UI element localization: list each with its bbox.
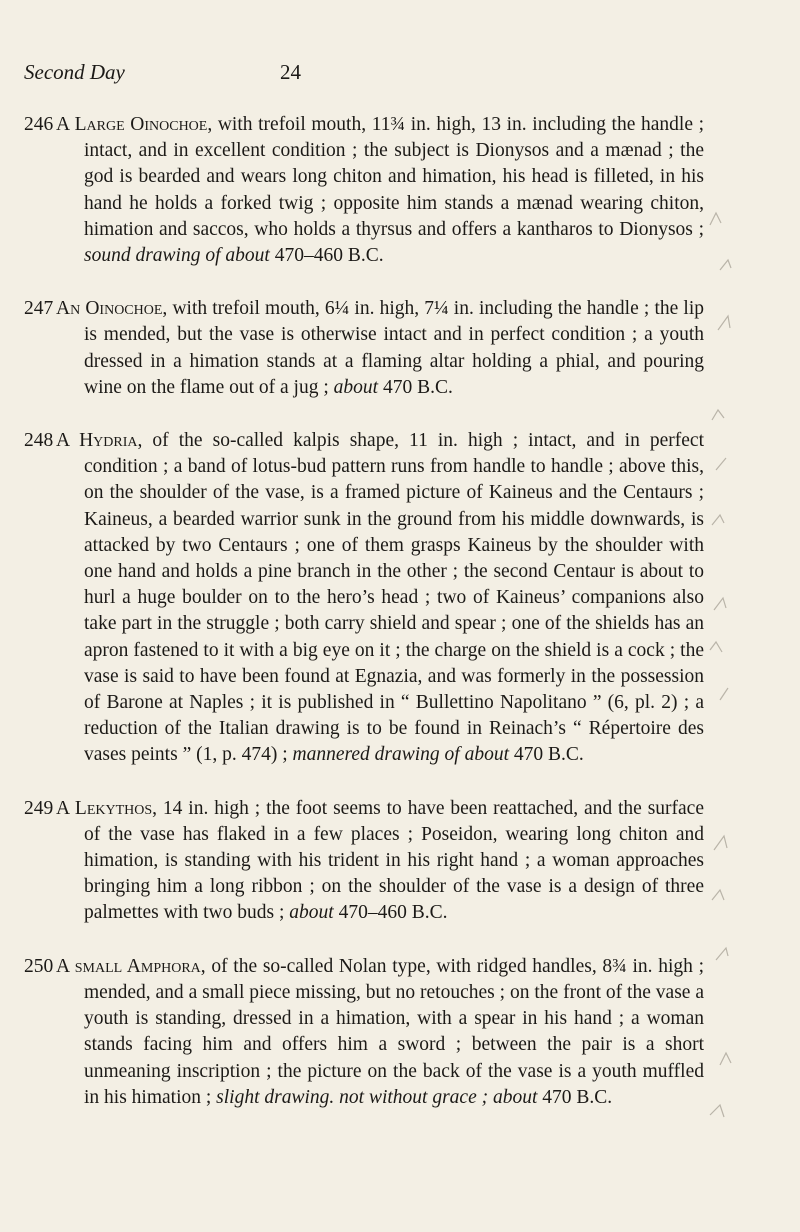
lot-text: of the so-called Nolan type, with ridged handles, 8¾ in. high ; mended, and a small piece missing, but no retouches ; on the front of the vase a youth is standing, dressed in a himation, with a spear in his hand ; a woman stands facing him and offers him a sword ; between the pair is a short unmeaning inscription ; the picture on the back of the vase is a youth muffled in his himation ; bbox=[84, 955, 705, 1108]
lot-article: A bbox=[56, 955, 70, 977]
lot-description bbox=[56, 112, 744, 269]
lot-number: 249 bbox=[24, 797, 54, 819]
lot-date: 470 B.C. bbox=[537, 1086, 613, 1108]
page-number: 24 bbox=[280, 60, 301, 84]
lot-lead: Hydria, bbox=[79, 430, 143, 452]
lot-description bbox=[56, 296, 744, 401]
lot-description bbox=[56, 796, 744, 927]
lot-number: 247 bbox=[24, 298, 54, 320]
lot-number: 250 bbox=[24, 955, 54, 977]
lot-number: 248 bbox=[24, 430, 54, 452]
page-header bbox=[24, 60, 724, 90]
lot-entry bbox=[24, 796, 744, 927]
lot-date: 470–460 B.C. bbox=[333, 902, 448, 924]
lot-number: 246 bbox=[24, 114, 54, 135]
running-head: Second Day bbox=[24, 60, 125, 84]
lot-entry bbox=[24, 112, 744, 269]
lot-italic: about bbox=[333, 376, 379, 398]
lot-entry bbox=[24, 954, 744, 1111]
lot-entry bbox=[24, 296, 744, 401]
lot-description bbox=[56, 954, 744, 1111]
lot-list bbox=[24, 112, 744, 1138]
lot-lead: Lekythos, bbox=[74, 797, 158, 819]
lot-entry bbox=[24, 428, 744, 769]
lot-article: A bbox=[56, 430, 70, 452]
lot-lead: Large Oinochoe, bbox=[74, 114, 213, 135]
lot-italic: about bbox=[289, 902, 334, 924]
lot-text: with trefoil mouth, 6¼ in. high, 7¼ in. including the handle ; the lip is mended, but the vase is otherwise intact and in perfect condition ; a youth dressed in a himation stands at a flaming altar holding a phial, and pouring wine on the flame out of a jug ; bbox=[84, 298, 704, 398]
lot-date: 470 B.C. bbox=[509, 744, 584, 766]
lot-italic: sound drawing of about bbox=[84, 245, 270, 267]
lot-italic: mannered drawing of about bbox=[292, 744, 509, 766]
lot-article: A bbox=[56, 114, 70, 135]
lot-lead: An Oinochoe, bbox=[56, 298, 168, 320]
lot-italic: slight drawing. not without grace ; about bbox=[216, 1086, 538, 1108]
lot-date: 470–460 B.C. bbox=[269, 245, 384, 267]
lot-text: with trefoil mouth, 11¾ in. high, 13 in. including the handle ; intact, and in excellent condition ; the subject is Dionysos and a mænad ; the god is bearded and wears long chiton and himation, his head is filleted, in his hand he holds a forked twig ; opposite him stands a mænad wearing chiton, himation and saccos, who holds a thyrsus and offers a kantharos to Dionysos ; bbox=[84, 114, 705, 240]
lot-text: 14 in. high ; the foot seems to have been reattached, and the surface of the vase has flaked in a few places ; Poseidon, wearing long chiton and himation, is standing with his trident in his right hand ; a woman approaches bringing him a long ribbon ; on the shoulder of the vase is a design of three palmettes with two buds ; bbox=[84, 797, 704, 924]
lot-article: A bbox=[56, 797, 70, 819]
lot-date: 470 B.C. bbox=[378, 376, 453, 398]
lot-description bbox=[56, 428, 744, 769]
lot-text: of the so-called kalpis shape, 11 in. high ; intact, and in perfect condition ; a band of lotus-bud pattern runs from handle to handle ; above this, on the shoulder of the vase, is a framed picture of Kaineus and the Centaurs ; Kaineus, a bearded warrior sunk in the ground from his middle downwards, is attacked by two Centaurs ; one of them grasps Kaineus by the shoulder with one hand and holds a pine branch in the other ; the second Centaur is about to hurl a huge boulder on to the hero’s head ; two of Kaineus’ companions also take part in the struggle ; both carry shield and spear ; one of the shields has an apron fastened to it with a big eye on it ; the charge on the shield is a cock ; the vase is said to have been found at Egnazia, and was formerly in the possession of Barone at Naples ; it is published in “ Bullettino Napolitano ” (6, pl. 2) ; a reduction of the Italian drawing is to be found in Reinach’s “ Répertoire des vases peints ” (1, p. 474) ; bbox=[84, 430, 704, 766]
lot-lead: small Amphora, bbox=[74, 955, 206, 977]
